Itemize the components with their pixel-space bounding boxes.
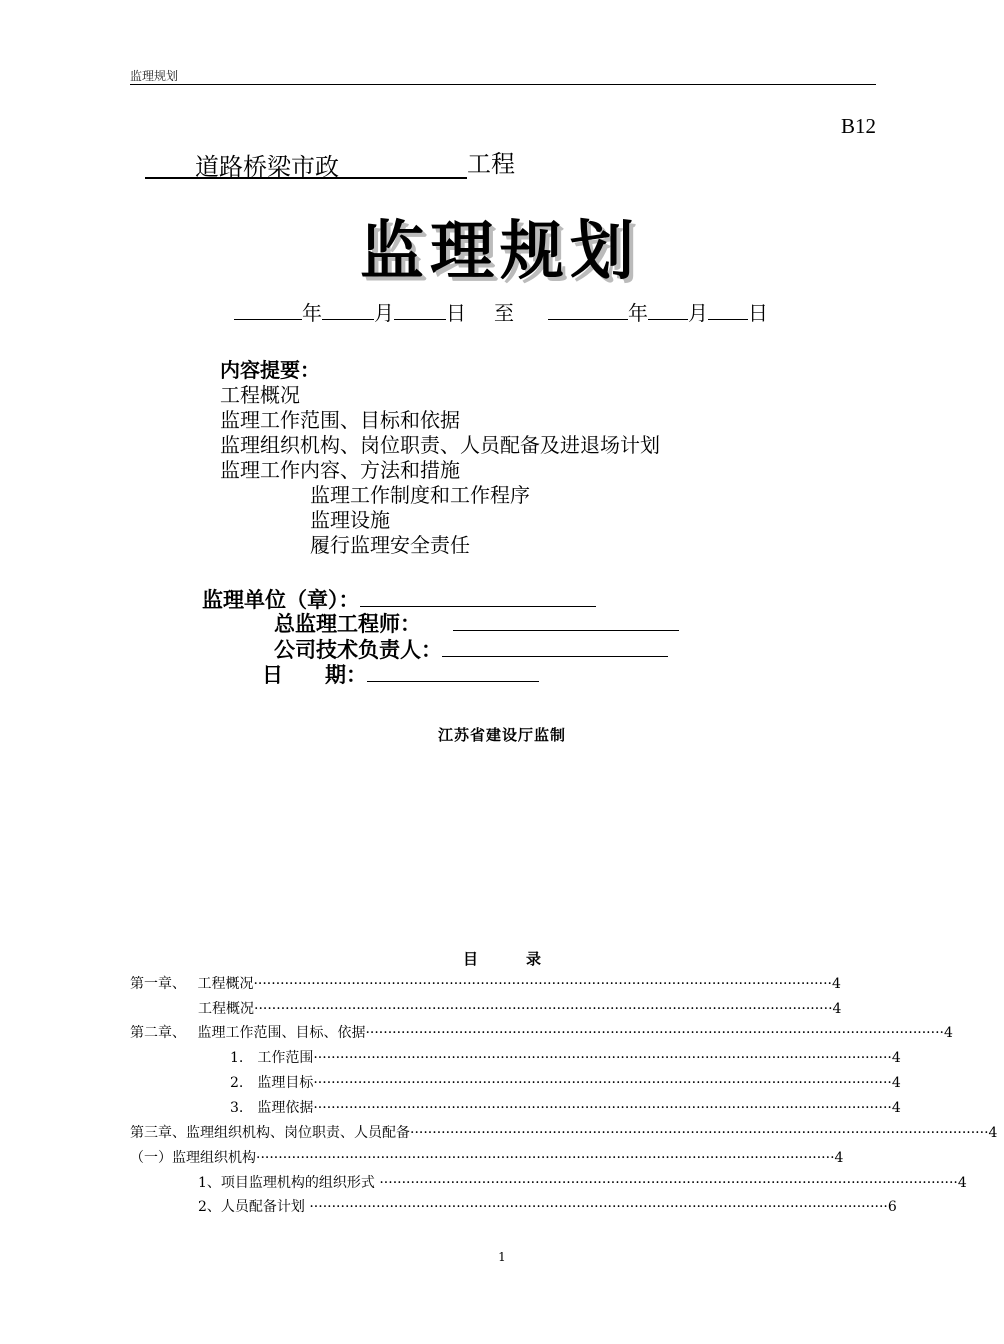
summary-sub-item: 监理设施 bbox=[310, 508, 390, 532]
toc-title-char: 目 bbox=[462, 950, 478, 968]
document-title: 监理规划 bbox=[360, 215, 640, 289]
start-year-blank bbox=[234, 299, 302, 320]
to-label: 至 bbox=[494, 301, 514, 325]
day-label: 日 bbox=[446, 301, 466, 325]
start-day-blank bbox=[394, 299, 446, 320]
summary-sub-item: 监理工作制度和工作程序 bbox=[310, 483, 530, 507]
tech-lead-blank bbox=[442, 638, 668, 657]
toc-entry[interactable]: 第一章、 工程概况 ·································································································································· 4 bbox=[130, 976, 841, 992]
toc-entry[interactable]: 2、人员配备计划 ·································································································································· 6 bbox=[198, 1199, 897, 1215]
toc-title bbox=[0, 948, 1004, 969]
month-label-2: 月 bbox=[688, 301, 708, 325]
toc-entry[interactable]: 第二章、 监理工作范围、目标、依据 ·································································································································· 4 bbox=[130, 1025, 953, 1041]
toc-title-char: 录 bbox=[526, 950, 542, 968]
summary-sub-item: 履行监理安全责任 bbox=[310, 533, 470, 557]
content-summary bbox=[220, 358, 660, 558]
toc-entry[interactable]: 工程概况 ·································································································································· 4 bbox=[198, 1001, 842, 1017]
tech-lead-label: 公司技术负责人： bbox=[274, 638, 442, 662]
issuer: 江苏省建设厅监制 bbox=[437, 726, 566, 744]
project-name-field bbox=[145, 147, 467, 179]
summary-heading: 内容提要： bbox=[220, 358, 320, 382]
chief-engineer-blank bbox=[453, 612, 679, 631]
supervision-unit-blank bbox=[360, 588, 596, 607]
summary-item: 监理工作范围、目标和依据 bbox=[220, 408, 460, 432]
header-rule bbox=[130, 84, 876, 85]
summary-item: 监理组织机构、岗位职责、人员配备及进退场计划 bbox=[220, 433, 660, 457]
month-label: 月 bbox=[374, 301, 394, 325]
toc-entry[interactable]: 1、项目监理机构的组织形式 ·································································································································· 4 bbox=[198, 1175, 967, 1191]
year-label: 年 bbox=[302, 301, 322, 325]
toc-entry[interactable]: 2. 监理目标 ·································································································································· 4 bbox=[230, 1075, 901, 1091]
running-header: 监理规划 bbox=[130, 69, 179, 83]
form-code: B12 bbox=[840, 114, 876, 138]
sign-date-label: 日 期： bbox=[262, 663, 367, 687]
end-year-blank bbox=[548, 299, 628, 320]
toc-entry[interactable]: 第三章、监理组织机构、岗位职责、人员配备 ·································································································································· 4 bbox=[130, 1125, 998, 1141]
toc-entry[interactable]: 1. 工作范围 ·································································································································· 4 bbox=[230, 1050, 901, 1066]
sign-date-row bbox=[262, 659, 539, 689]
day-label-2: 日 bbox=[748, 301, 768, 325]
project-line bbox=[145, 144, 515, 179]
year-label-2: 年 bbox=[628, 301, 648, 325]
end-month-blank bbox=[648, 299, 688, 320]
start-month-blank bbox=[322, 299, 374, 320]
project-suffix: 工程 bbox=[467, 150, 515, 178]
project-name: 道路桥梁市政 bbox=[195, 153, 339, 181]
summary-item: 工程概况 bbox=[220, 383, 300, 407]
toc-entry[interactable]: （一）监理组织机构 ·································································································································· 4 bbox=[130, 1150, 844, 1166]
sign-date-blank bbox=[367, 663, 539, 682]
supervision-unit-label: 监理单位（章）： bbox=[202, 588, 360, 612]
end-day-blank bbox=[708, 299, 748, 320]
summary-item: 监理工作内容、方法和措施 bbox=[220, 458, 460, 482]
toc-entry[interactable]: 3. 监理依据 ·································································································································· 4 bbox=[230, 1100, 901, 1116]
page-number: 1 bbox=[498, 1250, 506, 1264]
date-range bbox=[234, 297, 768, 326]
chief-engineer-label: 总监理工程师： bbox=[274, 612, 421, 636]
